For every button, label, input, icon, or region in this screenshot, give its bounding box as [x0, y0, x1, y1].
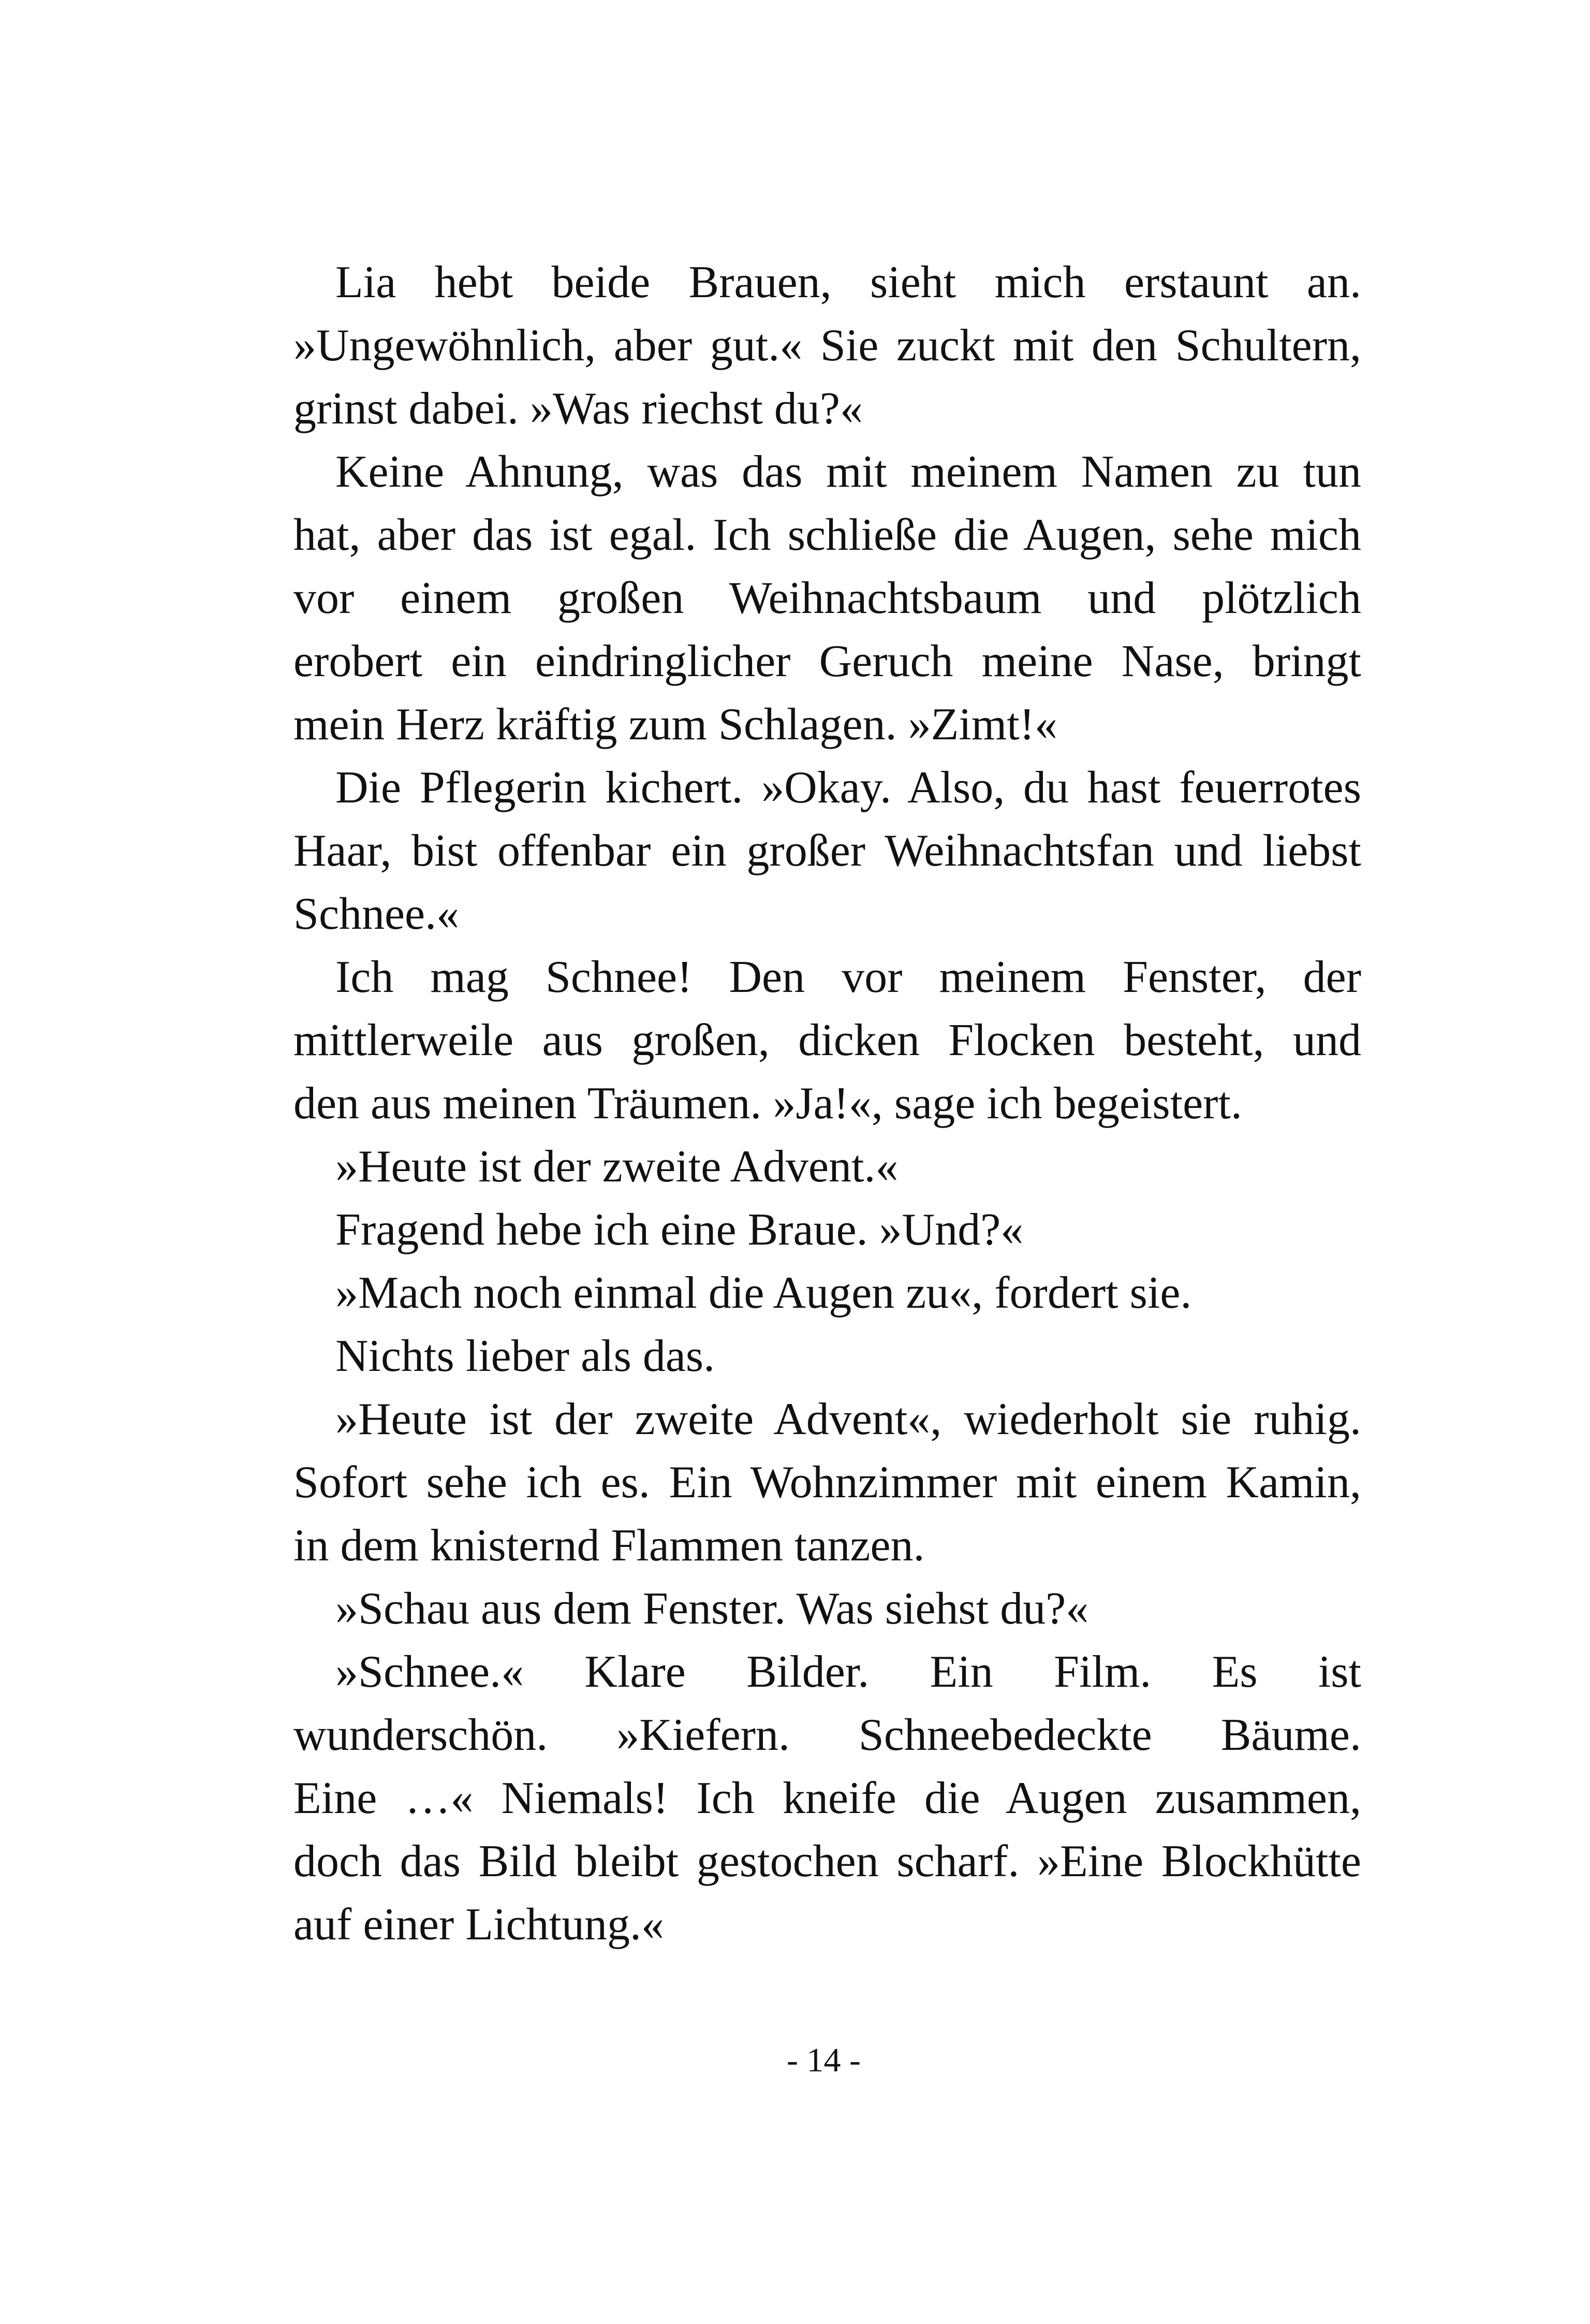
text-line: Schnee.«: [293, 889, 460, 939]
text-line: hat, aber das ist egal. Ich schließe die Augen, sehe mich: [293, 510, 1361, 560]
text-line: Lia hebt beide Brauen, sieht mich erstaunt an.: [335, 257, 1361, 308]
text-line: »Schnee.« Klare Bilder. Ein Film. Es ist: [335, 1647, 1361, 1697]
text-line: Nichts lieber als das.: [335, 1331, 715, 1381]
text-line: Fragend hebe ich eine Braue. »Und?«: [335, 1205, 1024, 1255]
text-line: grinst dabei. »Was riechst du?«: [293, 384, 863, 434]
text-line: auf einer Lichtung.«: [293, 1899, 664, 1950]
text-line: Eine …« Niemals! Ich kneife die Augen zusammen,: [293, 1773, 1361, 1823]
text-line: »Ungewöhnlich, aber gut.« Sie zuckt mit den Schultern,: [293, 320, 1361, 371]
page-body: [293, 251, 1361, 1956]
text-line: mein Herz kräftig zum Schlagen. »Zimt!«: [293, 699, 1057, 750]
page-number: - 14 -: [787, 2041, 861, 2079]
text-line: den aus meinen Träumen. »Ja!«, sage ich begeistert.: [293, 1078, 1242, 1129]
text-line: vor einem großen Weihnachtsbaum und plötzlich: [293, 573, 1361, 623]
text-line: »Mach noch einmal die Augen zu«, fordert sie.: [335, 1268, 1192, 1318]
text-line: mittlerweile aus großen, dicken Flocken besteht, und: [293, 1015, 1361, 1065]
text-line: Die Pflegerin kichert. »Okay. Also, du hast feuerrotes: [335, 763, 1361, 813]
text-line: »Schau aus dem Fenster. Was siehst du?«: [335, 1584, 1089, 1634]
text-line: wunderschön. »Kiefern. Schneebedeckte Bäume.: [293, 1710, 1361, 1760]
text-line: erobert ein eindringlicher Geruch meine Nase, bringt: [293, 636, 1361, 686]
text-line: »Heute ist der zweite Advent.«: [335, 1142, 899, 1192]
text-line: Keine Ahnung, was das mit meinem Namen zu tun: [335, 447, 1361, 497]
text-line: Sofort sehe ich es. Ein Wohnzimmer mit einem Kamin,: [293, 1457, 1361, 1508]
text-line: Ich mag Schnee! Den vor meinem Fenster, der: [335, 952, 1361, 1002]
text-line: in dem knisternd Flammen tanzen.: [293, 1521, 925, 1571]
text-line: Haar, bist offenbar ein großer Weihnachtsfan und liebst: [293, 826, 1361, 876]
text-line: »Heute ist der zweite Advent«, wiederholt sie ruhig.: [335, 1394, 1361, 1444]
text-line: doch das Bild bleibt gestochen scharf. »Eine Blockhütte: [293, 1836, 1361, 1887]
